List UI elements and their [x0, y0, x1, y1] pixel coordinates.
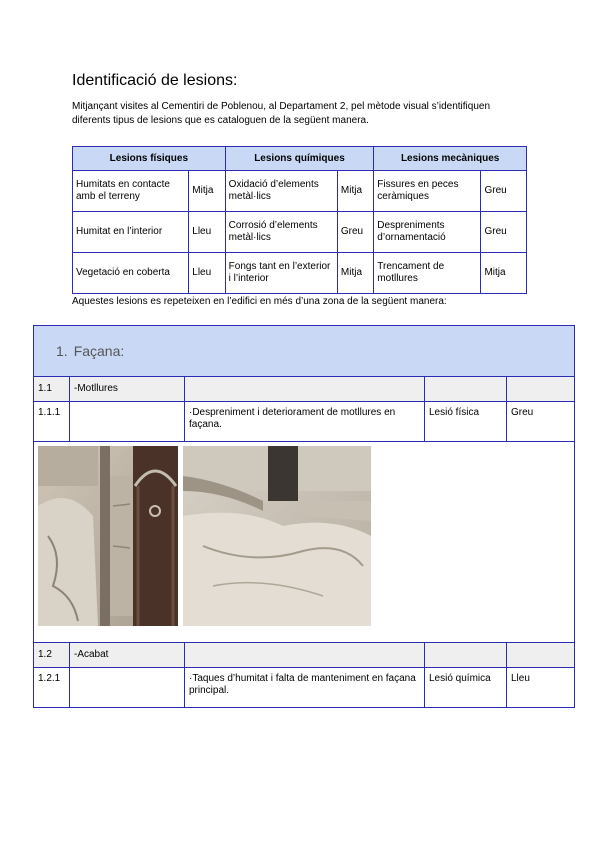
- facade-photo-detachment: [183, 446, 371, 626]
- item-label: -Motllures: [70, 377, 185, 402]
- facade-photo-moulding: [38, 446, 178, 626]
- empty-cell: [185, 377, 425, 402]
- lesion-quimica: Fongs tant en l’exterior i l’interior: [225, 253, 337, 294]
- table-row: [34, 668, 575, 708]
- table-row: [73, 212, 527, 253]
- lesions-table: [72, 146, 527, 294]
- lesion-grade: Lleu: [189, 212, 225, 253]
- section-label: Façana:: [73, 343, 125, 359]
- item-number: 1.1: [34, 377, 70, 402]
- lesion-type: Lesió física: [425, 402, 507, 442]
- header-fisiques: Lesions físiques: [73, 147, 226, 171]
- lesion-fisica: Humitats en contacte amb el terreny: [73, 171, 189, 212]
- section-title: [34, 326, 575, 377]
- lesion-grade: Greu: [481, 212, 527, 253]
- subitem-number: 1.1.1: [34, 402, 70, 442]
- intro-paragraph: Mitjançant visites al Cementiri de Poblenou, al Departament 2, pel mètode visual s’identifiquen diferents tipus de lesions que es cataloguen de la següent manera.: [72, 101, 491, 126]
- header-mecaniques: Lesions mecàniques: [374, 147, 527, 171]
- table-row: [34, 643, 575, 668]
- lesion-grade: Lleu: [189, 253, 225, 294]
- lesion-fisica: Vegetació en coberta: [73, 253, 189, 294]
- lesion-quimica: Corrosió d’elements metàl·lics: [225, 212, 337, 253]
- lesion-grade: Mitja: [337, 253, 373, 294]
- item-label: -Acabat: [70, 643, 185, 668]
- section-number: 1.: [56, 343, 68, 359]
- summary-paragraph: Aquestes lesions es repeteixen en l’edifici en més d’una zona de la següent manera:: [72, 296, 447, 307]
- lesion-grade: Greu: [337, 212, 373, 253]
- lesion-type: Lesió química: [425, 668, 507, 708]
- table-row: [73, 253, 527, 294]
- photo-row: [34, 442, 575, 643]
- lesion-grade: Mitja: [481, 253, 527, 294]
- empty-cell: [425, 643, 507, 668]
- lesion-grade: Greu: [481, 171, 527, 212]
- empty-cell: [70, 668, 185, 708]
- empty-cell: [425, 377, 507, 402]
- section-header-row: [34, 326, 575, 377]
- lesion-fisica: Humitat en l’interior: [73, 212, 189, 253]
- empty-cell: [70, 402, 185, 442]
- subitem-number: 1.2.1: [34, 668, 70, 708]
- lesion-quimica: Oxidació d’elements metàl·lics: [225, 171, 337, 212]
- table-row: [34, 377, 575, 402]
- item-description: ·Despreniment i deteriorament de motllures en façana.: [185, 402, 425, 442]
- lesion-grade: Lleu: [507, 668, 575, 708]
- lesion-grade: Mitja: [189, 171, 225, 212]
- lesion-mecanica: Fissures en peces ceràmiques: [374, 171, 481, 212]
- table-row: [73, 171, 527, 212]
- facade-table: [33, 325, 575, 708]
- page-title: Identificació de lesions:: [72, 72, 238, 89]
- lesions-header-row: [73, 147, 527, 171]
- lesion-mecanica: Trencament de motllures: [374, 253, 481, 294]
- header-quimiques: Lesions químiques: [225, 147, 374, 171]
- empty-cell: [507, 643, 575, 668]
- empty-cell: [185, 643, 425, 668]
- lesion-grade: Mitja: [337, 171, 373, 212]
- item-description: ·Taques d’humitat i falta de manteniment en façana principal.: [185, 668, 425, 708]
- photo-cell: [34, 442, 575, 643]
- lesion-grade: Greu: [507, 402, 575, 442]
- lesion-mecanica: Despreniments d’ornamentació: [374, 212, 481, 253]
- empty-cell: [507, 377, 575, 402]
- item-number: 1.2: [34, 643, 70, 668]
- table-row: [34, 402, 575, 442]
